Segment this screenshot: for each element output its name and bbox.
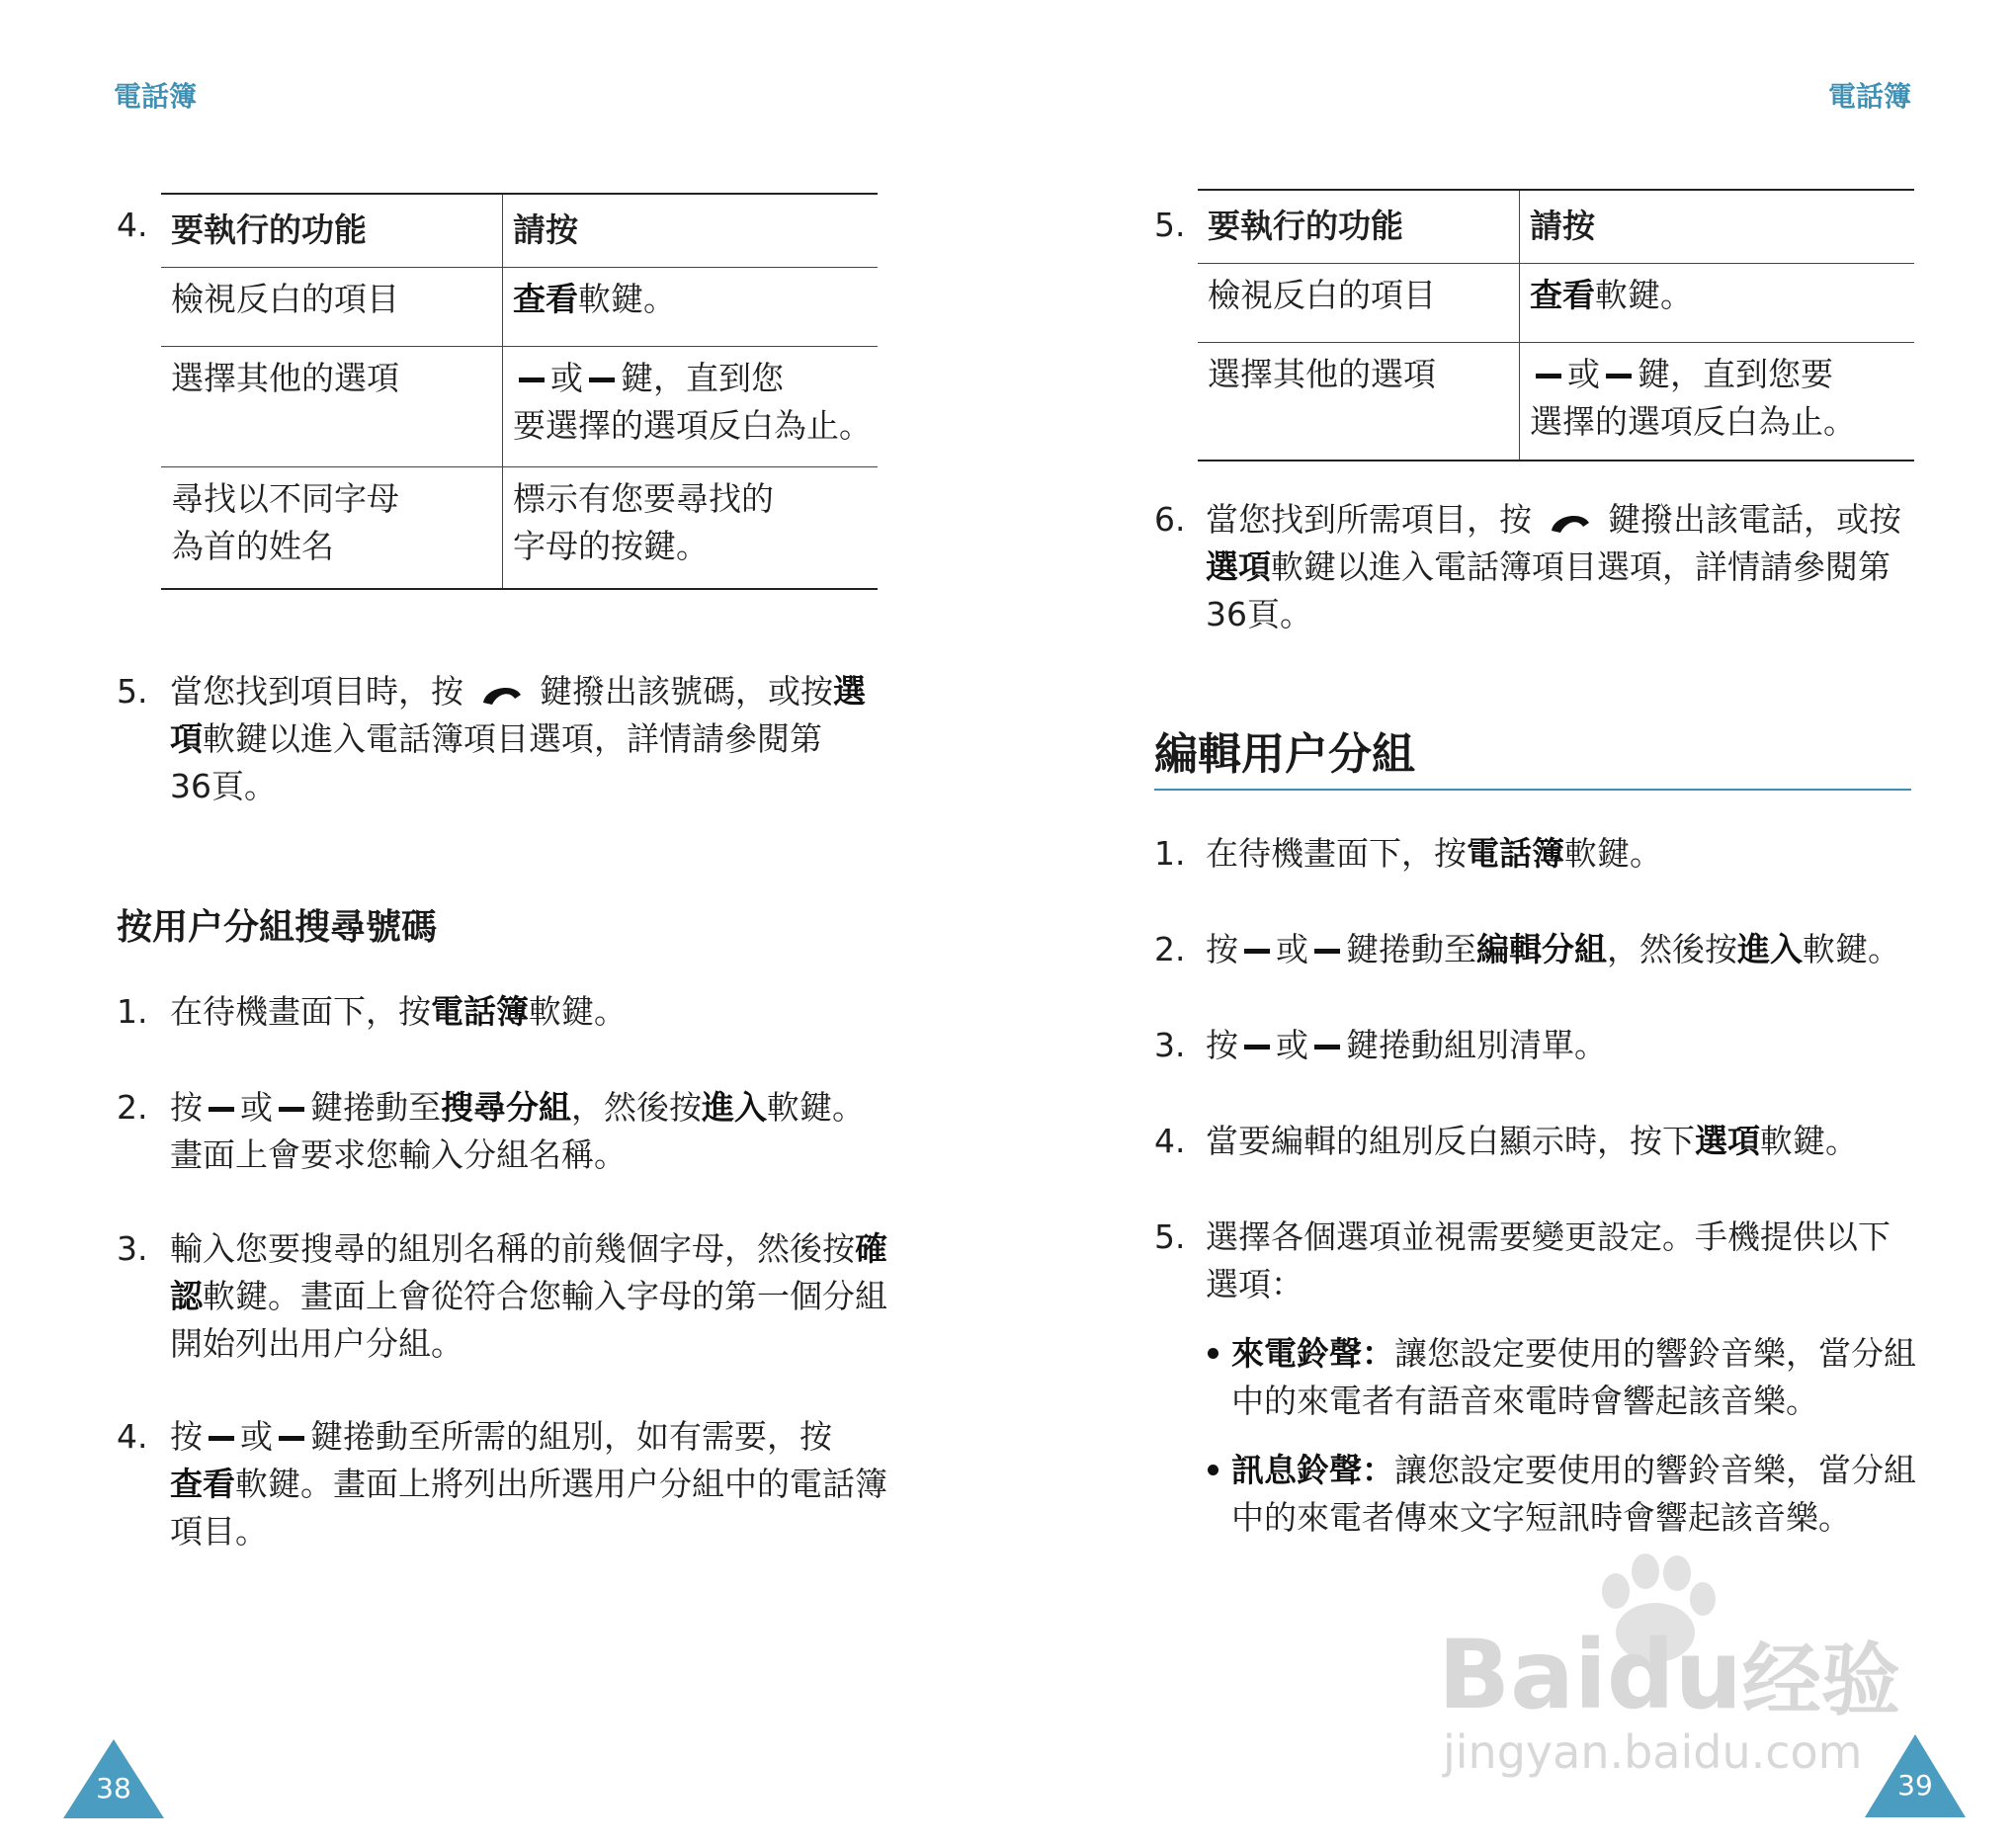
right-s3-b: 鍵捲動組別清單。 <box>1346 1026 1607 1064</box>
left-table-head-press: 請按 <box>503 194 879 267</box>
left-s2-number: 2. <box>117 1088 148 1127</box>
phone-send-icon <box>1549 509 1592 535</box>
right-table-head-press: 請按 <box>1520 190 1915 263</box>
right-bullet1-b: 中的來電者有語音來電時會響起該音樂。 <box>1231 1382 1818 1420</box>
right-step6-a: 當您找到所需項目，按 <box>1206 500 1532 539</box>
running-header-right: 電話簿 <box>1828 80 1912 113</box>
watermark-url: jingyan.baidu.com <box>1443 1725 1863 1779</box>
right-s3-text <box>1206 1022 1607 1069</box>
left-table-number: 4. <box>117 206 148 244</box>
scroll-key-icon <box>209 1436 234 1441</box>
right-step6-c: 軟鍵以進入電話簿項目選項，詳情請參閱第 <box>1271 547 1890 586</box>
left-s2-b: 鍵捲動至 <box>310 1088 441 1127</box>
right-s4-a: 當要編輯的組別反白顯示時，按下 <box>1206 1122 1695 1160</box>
right-bullet2-b: 中的來電者傳來文字短訊時會響起該音樂。 <box>1231 1498 1851 1537</box>
right-step6-text <box>1206 496 1917 638</box>
scroll-key-icon <box>1244 949 1270 954</box>
left-s1-text <box>170 988 627 1036</box>
right-s2-or: 或 <box>1276 930 1308 968</box>
watermark-brand-a: Bai <box>1438 1620 1607 1730</box>
bullet-dot-icon <box>1208 1465 1218 1475</box>
scroll-key-icon <box>1314 1045 1340 1049</box>
right-row2-press <box>1520 342 1915 461</box>
left-table-head-function: 要執行的功能 <box>161 194 503 267</box>
right-s3-number: 3. <box>1154 1026 1186 1064</box>
right-step6-bold: 選項 <box>1206 547 1271 586</box>
scroll-key-icon <box>1244 1045 1270 1049</box>
left-row1-press <box>503 267 879 346</box>
right-s1-bold: 電話簿 <box>1467 834 1564 873</box>
right-s2-a: 按 <box>1206 930 1238 968</box>
left-step5-bold1: 選 <box>833 672 866 711</box>
left-s4-line3: 項目。 <box>170 1512 268 1551</box>
right-row2-function: 選擇其他的選項 <box>1198 342 1520 461</box>
left-s1-a: 在待機畫面下，按 <box>170 992 431 1031</box>
left-s2-a: 按 <box>170 1088 203 1127</box>
left-row3-p1: 標示有您要尋找的 <box>513 478 774 518</box>
right-section-title: 編輯用户分組 <box>1154 729 1415 780</box>
left-s2-line2: 畫面上會要求您輸入分組名稱。 <box>170 1135 627 1174</box>
left-row3-f2: 為首的姓名 <box>171 526 334 565</box>
left-section-title: 按用户分組搜尋號碼 <box>117 907 438 948</box>
right-s2-c: ，然後按 <box>1607 930 1737 968</box>
scroll-key-icon <box>1314 949 1340 954</box>
right-bullet1-text <box>1231 1330 1923 1425</box>
left-row2-press <box>503 346 879 466</box>
scroll-key-icon <box>1606 374 1632 378</box>
left-function-table <box>161 193 878 590</box>
right-s1-text <box>1206 830 1662 878</box>
right-s2-b: 鍵捲動至 <box>1346 930 1476 968</box>
left-step5-bold2: 項 <box>170 719 203 758</box>
watermark-brand-b: du <box>1606 1620 1742 1730</box>
right-s5-line2: 選項： <box>1206 1265 1303 1303</box>
right-s2-d: 軟鍵。 <box>1803 930 1900 968</box>
right-row2-line2: 選擇的選項反白為止。 <box>1530 401 1856 441</box>
left-s2-d: 軟鍵。 <box>767 1088 865 1127</box>
left-s2-text <box>170 1084 891 1179</box>
right-step6-d: 36頁。 <box>1206 595 1312 633</box>
right-step6-b: 鍵撥出該電話，或按 <box>1608 500 1901 539</box>
left-s4-bold: 查看 <box>170 1465 235 1503</box>
left-row2-post: 鍵，直到您 <box>621 358 784 397</box>
right-bullet1-a: 讓您設定要使用的響鈴音樂，當分組 <box>1394 1334 1916 1373</box>
left-s3-number: 3. <box>117 1229 148 1268</box>
right-step6-number: 6. <box>1154 500 1186 539</box>
left-s4-c: 軟鍵。畫面上將列出所選用户分組中的電話簿 <box>235 1465 887 1503</box>
left-s4-number: 4. <box>117 1417 148 1456</box>
right-row1-bold: 查看 <box>1530 275 1595 314</box>
right-row2-or: 或 <box>1567 354 1600 393</box>
left-s1-b: 軟鍵。 <box>529 992 627 1031</box>
left-step5-c: 軟鍵以進入電話簿項目選項，詳情請參閱第 <box>203 719 822 758</box>
left-s2-c: ，然後按 <box>571 1088 702 1127</box>
left-row2-or: 或 <box>550 358 583 397</box>
left-step5-d: 36頁。 <box>170 767 277 805</box>
left-s1-number: 1. <box>117 992 148 1031</box>
right-function-table <box>1198 189 1914 462</box>
scroll-key-icon <box>519 378 545 382</box>
right-s2-bold1: 編輯分組 <box>1476 930 1607 968</box>
right-row1-rest: 軟鍵。 <box>1595 275 1693 314</box>
right-bullet2-text <box>1231 1447 1923 1542</box>
right-s4-number: 4. <box>1154 1122 1186 1160</box>
right-table-head-function: 要執行的功能 <box>1198 190 1520 263</box>
left-s3-line3: 開始列出用户分組。 <box>170 1324 463 1363</box>
phone-send-icon <box>480 681 524 707</box>
scroll-key-icon <box>279 1107 304 1112</box>
right-s2-bold2: 進入 <box>1737 930 1803 968</box>
right-s1-b: 軟鍵。 <box>1564 834 1662 873</box>
right-s2-text <box>1206 926 1996 973</box>
watermark-brand <box>1438 1621 1900 1735</box>
left-s2-or: 或 <box>240 1088 273 1127</box>
left-row3-f1: 尋找以不同字母 <box>171 478 399 518</box>
left-s3-bold1: 確 <box>855 1229 887 1268</box>
left-row1-function: 檢視反白的項目 <box>161 267 503 346</box>
right-s5-number: 5. <box>1154 1217 1186 1256</box>
right-s5-a: 選擇各個選項並視需要變更設定。手機提供以下 <box>1206 1217 1890 1256</box>
left-row1-rest: 軟鍵。 <box>578 279 676 318</box>
left-s3-bold2: 認 <box>170 1277 203 1315</box>
bullet-dot-icon <box>1208 1348 1218 1359</box>
left-s3-text <box>170 1225 891 1368</box>
left-s1-bold: 電話簿 <box>431 992 529 1031</box>
running-header-left: 電話簿 <box>114 80 198 113</box>
scroll-key-icon <box>279 1436 304 1441</box>
left-s4-text <box>170 1413 891 1555</box>
right-s4-text <box>1206 1118 1858 1165</box>
right-row2-post: 鍵，直到您要 <box>1638 354 1833 393</box>
right-s5-text <box>1206 1214 1917 1308</box>
scroll-key-icon <box>1536 374 1561 378</box>
left-s2-bold1: 搜尋分組 <box>441 1088 571 1127</box>
left-s3-b: 軟鍵。畫面上會從符合您輸入字母的第一個分組 <box>203 1277 887 1315</box>
right-s1-a: 在待機畫面下，按 <box>1206 834 1467 873</box>
left-row3-function <box>161 466 503 589</box>
right-bullet1-bold: 來電鈴聲： <box>1231 1334 1394 1373</box>
left-s4-b: 鍵捲動至所需的組別，如有需要，按 <box>310 1417 832 1456</box>
right-s3-or: 或 <box>1276 1026 1308 1064</box>
left-s3-a: 輸入您要搜尋的組別名稱的前幾個字母，然後按 <box>170 1229 855 1268</box>
left-row2-line2: 要選擇的選項反白為止。 <box>513 405 872 445</box>
right-s4-b: 軟鍵。 <box>1760 1122 1858 1160</box>
section-rule <box>1154 789 1911 791</box>
left-step5-a: 當您找到項目時，按 <box>170 672 463 711</box>
right-s2-number: 2. <box>1154 930 1186 968</box>
left-step5-text <box>170 668 882 810</box>
watermark-cn: 经验 <box>1741 1635 1900 1726</box>
left-row3-p2: 字母的按鍵。 <box>513 526 709 565</box>
right-s4-bold: 選項 <box>1695 1122 1760 1160</box>
right-s3-a: 按 <box>1206 1026 1238 1064</box>
right-bullet2-bold: 訊息鈴聲： <box>1231 1451 1394 1489</box>
page-number-right: 39 <box>1897 1769 1933 1802</box>
left-row1-bold: 查看 <box>513 279 578 318</box>
left-s4-a: 按 <box>170 1417 203 1456</box>
scroll-key-icon <box>589 378 615 382</box>
left-row3-press <box>503 466 879 589</box>
right-row1-function: 檢視反白的項目 <box>1198 263 1520 342</box>
right-bullet2-a: 讓您設定要使用的響鈴音樂，當分組 <box>1394 1451 1916 1489</box>
left-step5-b: 鍵撥出該號碼，或按 <box>540 672 833 711</box>
page-number-left: 38 <box>96 1772 131 1804</box>
left-row2-function: 選擇其他的選項 <box>161 346 503 466</box>
right-s1-number: 1. <box>1154 834 1186 873</box>
left-s4-or: 或 <box>240 1417 273 1456</box>
right-table-number: 5. <box>1154 206 1186 244</box>
right-row1-press <box>1520 263 1915 342</box>
scroll-key-icon <box>209 1107 234 1112</box>
left-step5-number: 5. <box>117 672 148 711</box>
left-s2-bold2: 進入 <box>702 1088 767 1127</box>
